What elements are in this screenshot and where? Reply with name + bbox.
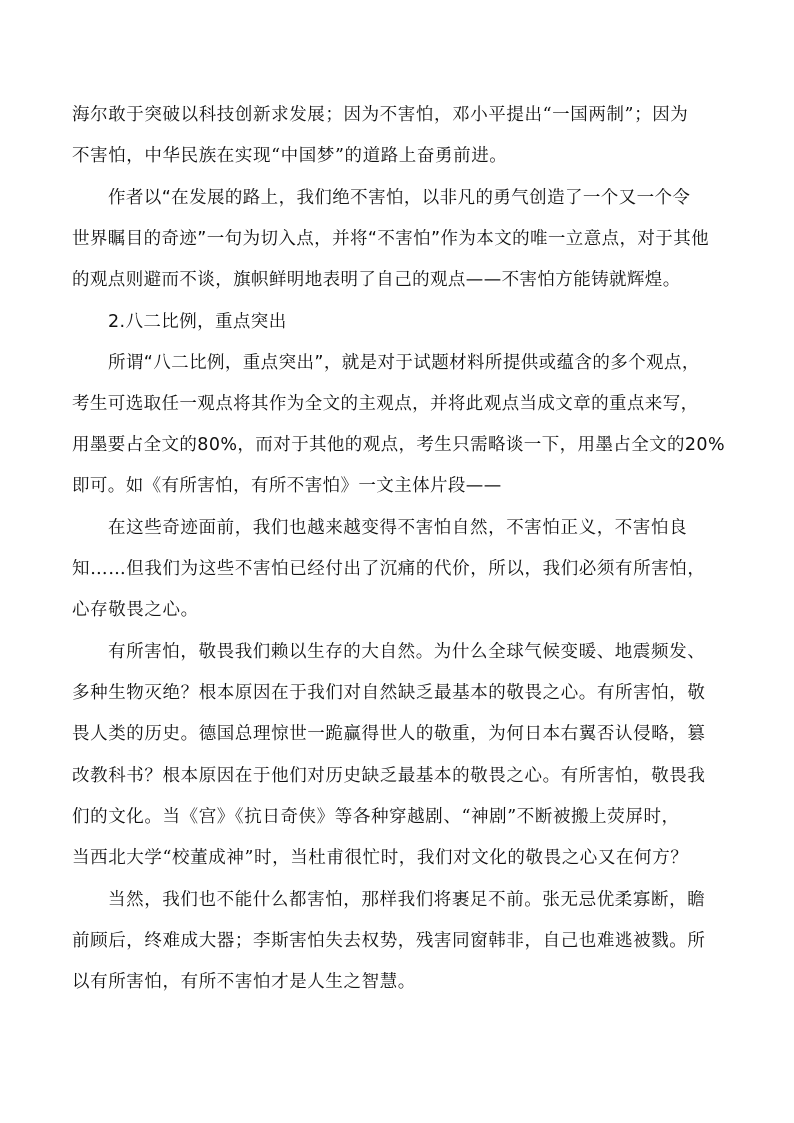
text-line: 即可。如《有所害怕，有所不害怕》一文主体片段—— [72,476,502,496]
text-line: 在这些奇迹面前，我们也越来越变得不害怕自然，不害怕正义，不害怕良 [108,518,688,538]
text-line: 海尔敢于突破以科技创新求发展；因为不害怕，邓小平提出“一国两制”；因为 [72,105,689,125]
text-line: 以有所害怕，有所不害怕才是人生之智慧。 [72,972,416,992]
text-line: 们的文化。当《宫》《抗日奇侠》等各种穿越剧、“神剧”不断被搬上荧屏时， [72,807,680,827]
text-line: 当然，我们也不能什么都害怕，那样我们将裹足不前。张无忌优柔寡断，瞻 [108,890,706,910]
text-line: 用墨要占全文的80%，而对于其他的观点，考生只需略谈一下，用墨占全文的20% [72,435,725,455]
text-line: 畏人类的历史。德国总理惊世一跪赢得世人的敬重，为何日本右翼否认侵略，篡 [72,724,706,744]
text-line: 改教科书？根本原因在于他们对历史缺乏最基本的敬畏之心。有所害怕，敬畏我 [72,766,706,786]
text-line: 心存敬畏之心。 [72,600,199,620]
text-line: 前顾后，终难成大器；李斯害怕失去权势，残害同窗韩非，自己也难逃被戮。所 [72,931,706,951]
section-heading: 2.八二比例，重点突出 [108,312,287,332]
text-line: 有所害怕，敬畏我们赖以生存的大自然。为什么全球气候变暖、地震频发、 [108,642,706,662]
text-line: 不害怕，中华民族在实现“中国梦”的道路上奋勇前进。 [72,146,508,166]
text-line: 的观点则避而不谈，旗帜鲜明地表明了自己的观点——不害怕方能铸就辉煌。 [72,270,681,290]
text-line: 考生可选取任一观点将其作为全文的主观点，并将此观点当成文章的重点来写， [72,394,699,414]
text-line: 知……但我们为这些不害怕已经付出了沉痛的代价，所以，我们必须有所害怕， [72,559,706,579]
text-line: 所谓“八二比例，重点突出”，就是对于试题材料所提供或蕴含的多个观点， [108,353,700,373]
text-line: 作者以“在发展的路上，我们绝不害怕，以非凡的勇气创造了一个又一个令 [108,188,691,208]
text-line: 当西北大学“校董成神”时，当杜甫很忙时，我们对文化的敬畏之心又在何方？ [72,848,689,868]
text-line: 多种生物灭绝？根本原因在于我们对自然缺乏最基本的敬畏之心。有所害怕，敬 [72,683,706,703]
text-line: 世界瞩目的奇迹”一句为切入点，并将“不害怕”作为本文的唯一立意点，对于其他 [72,229,709,249]
